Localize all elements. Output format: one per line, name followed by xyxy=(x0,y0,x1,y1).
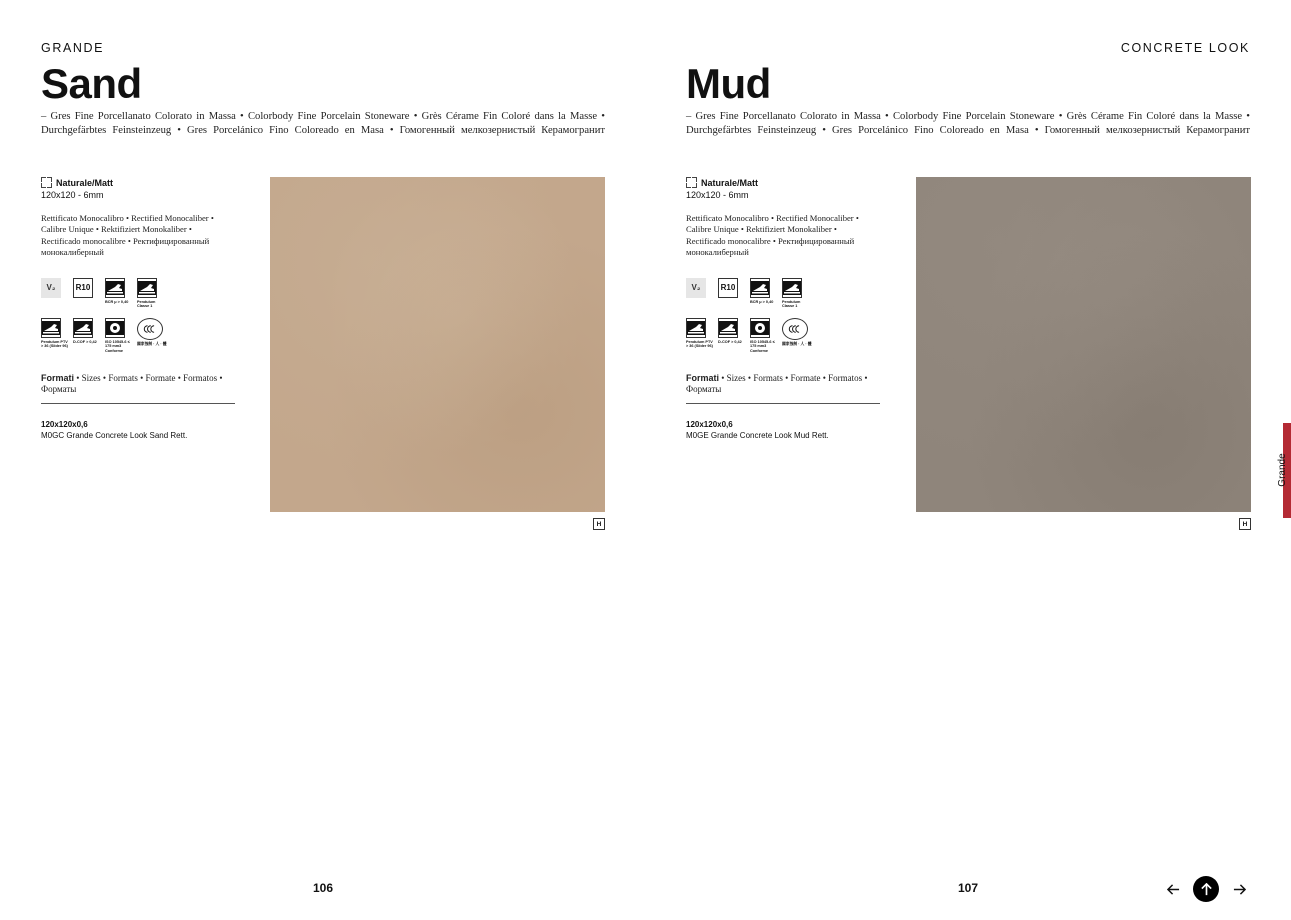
page-number: 107 xyxy=(958,881,979,895)
arrow-left-icon xyxy=(1167,883,1180,896)
ccc-badge xyxy=(782,318,812,354)
product-info xyxy=(686,177,880,440)
material-description xyxy=(686,110,1250,138)
rectified-description: Rettificato Monocalibro • Rectified Monocaliber • Calibre Unique • Rektifiziert Monokaliber • Rectificado monocalibre • Ректифицированный монокалиберный xyxy=(41,213,214,258)
bcr-badge xyxy=(750,278,772,309)
shade-variation-icon: V₂ xyxy=(686,278,706,298)
pendulum-ptv-badge xyxy=(686,318,713,354)
certification-icons-row-2 xyxy=(686,318,880,354)
series-name: GRANDE xyxy=(41,41,105,55)
format-size: 120x120x0,6 xyxy=(41,419,88,429)
abrasion-disc-icon xyxy=(105,318,125,338)
formats-bold: Formati xyxy=(686,372,720,383)
material-description xyxy=(41,110,605,138)
dcof-caption: D-COF > 0,42 xyxy=(718,339,742,344)
pendulum-ptv-icon xyxy=(41,318,61,338)
slip-shoe-icon xyxy=(750,278,770,298)
finish-icon xyxy=(41,177,52,188)
bcr-badge xyxy=(105,278,127,309)
right-page xyxy=(646,0,1291,920)
shade-variation-badge xyxy=(686,278,708,309)
formats-translations: • Sizes • Formats • Formate • Formatos • Форматы xyxy=(686,372,868,395)
bcr-caption: BCR μ > 0,40 xyxy=(105,299,129,304)
tile-swatch-mud xyxy=(916,177,1251,512)
slip-rating-badge xyxy=(718,278,740,309)
certification-icons-row-2 xyxy=(41,318,235,354)
pendulum-class-badge xyxy=(137,278,159,309)
previous-page-button[interactable] xyxy=(1163,879,1183,899)
next-page-button[interactable] xyxy=(1229,879,1249,899)
thickness-size: 120x120 - 6mm xyxy=(41,190,104,200)
ccc-badge xyxy=(137,318,167,354)
iso-caption: ISO 10545-6 ≤ 175 mm3 Conforme xyxy=(750,339,775,353)
slip-shoe-icon xyxy=(105,278,125,298)
page-navigation xyxy=(1163,876,1249,902)
format-description: M0GE Grande Concrete Look Mud Rett. xyxy=(686,430,829,440)
finish-label: Naturale/Matt xyxy=(56,177,114,188)
section-tab-label[interactable]: Grande xyxy=(1277,453,1288,487)
iso-badge xyxy=(750,318,775,354)
pendulum-ptv-caption: Pendulum PTV > 36 (Slider 96) xyxy=(41,339,68,349)
pendulum-shoe-icon xyxy=(782,278,802,298)
page-number: 106 xyxy=(313,881,334,895)
pendulum-ptv-icon xyxy=(686,318,706,338)
product-info xyxy=(41,177,235,440)
arrow-up-icon xyxy=(1200,883,1213,896)
dcof-icon xyxy=(718,318,738,338)
formats-heading xyxy=(686,373,880,396)
finish-icon xyxy=(686,177,697,188)
finish-row xyxy=(686,177,880,188)
material-line-1: – Gres Fine Porcellanato Colorato in Massa • Colorbody Fine Porcelain Stoneware • Grès Cérame Fin Coloré dans la Masse • xyxy=(41,111,605,122)
dcof-icon xyxy=(73,318,93,338)
r10-icon: R10 xyxy=(718,278,738,298)
abrasion-disc-icon xyxy=(750,318,770,338)
formats-bold: Formati xyxy=(41,372,75,383)
finish-row xyxy=(41,177,235,188)
ccc-logo-icon xyxy=(782,318,808,340)
finish-label: Naturale/Matt xyxy=(701,177,759,188)
format-size: 120x120x0,6 xyxy=(686,419,733,429)
pendulum-class-badge xyxy=(782,278,804,309)
material-line-2: Durchgefärbtes Feinsteinzeug • Gres Porcelánico Fino Coloreado en Masa • Гомогенный мелкозернистый Керамогранит xyxy=(686,125,1250,136)
divider xyxy=(41,403,235,404)
iso-badge xyxy=(105,318,130,354)
back-to-top-button[interactable] xyxy=(1193,876,1219,902)
material-line-1: – Gres Fine Porcellanato Colorato in Massa • Colorbody Fine Porcelain Stoneware • Grès Cérame Fin Coloré dans la Masse • xyxy=(686,111,1250,122)
h-badge: H xyxy=(1239,518,1251,530)
pendulum-class-caption: Pendulum Classe 1 xyxy=(137,299,156,309)
thickness-size: 120x120 - 6mm xyxy=(686,190,749,200)
ccc-caption: 國家強制 · 人 · 體 xyxy=(782,341,812,346)
dcof-badge xyxy=(73,318,95,354)
dcof-caption: D-COF > 0,42 xyxy=(73,339,97,344)
slip-rating-badge xyxy=(73,278,95,309)
rectified-description: Rettificato Monocalibro • Rectified Monocaliber • Calibre Unique • Rektifiziert Monokaliber • Rectificado monocalibre • Ректифицированный монокалиберный xyxy=(686,213,859,258)
arrow-right-icon xyxy=(1233,883,1246,896)
bcr-caption: BCR μ > 0,40 xyxy=(750,299,774,304)
r10-icon: R10 xyxy=(73,278,93,298)
product-title: Sand xyxy=(41,60,142,107)
ccc-caption: 國家強制 · 人 · 體 xyxy=(137,341,167,346)
certification-icons-row-1 xyxy=(41,278,235,309)
formats-heading xyxy=(41,373,235,396)
dcof-badge xyxy=(718,318,740,354)
shade-variation-icon: V₂ xyxy=(41,278,61,298)
formats-translations: • Sizes • Formats • Formate • Formatos • Форматы xyxy=(41,372,223,395)
product-title: Mud xyxy=(686,60,771,107)
divider xyxy=(686,403,880,404)
pendulum-ptv-badge xyxy=(41,318,68,354)
h-badge: H xyxy=(593,518,605,530)
format-description: M0GC Grande Concrete Look Sand Rett. xyxy=(41,430,188,440)
ccc-logo-icon xyxy=(137,318,163,340)
pendulum-class-caption: Pendulum Classe 1 xyxy=(782,299,801,309)
iso-caption: ISO 10545-6 ≤ 175 mm3 Conforme xyxy=(105,339,130,353)
pendulum-ptv-caption: Pendulum PTV > 36 (Slider 96) xyxy=(686,339,713,349)
shade-variation-badge xyxy=(41,278,63,309)
material-line-2: Durchgefärbtes Feinsteinzeug • Gres Porcelánico Fino Coloreado en Masa • Гомогенный мелкозернистый Керамогранит xyxy=(41,125,605,136)
left-page xyxy=(0,0,645,920)
certification-icons-row-1 xyxy=(686,278,880,309)
tile-swatch-sand xyxy=(270,177,605,512)
pendulum-shoe-icon xyxy=(137,278,157,298)
series-name: CONCRETE LOOK xyxy=(1120,41,1250,55)
